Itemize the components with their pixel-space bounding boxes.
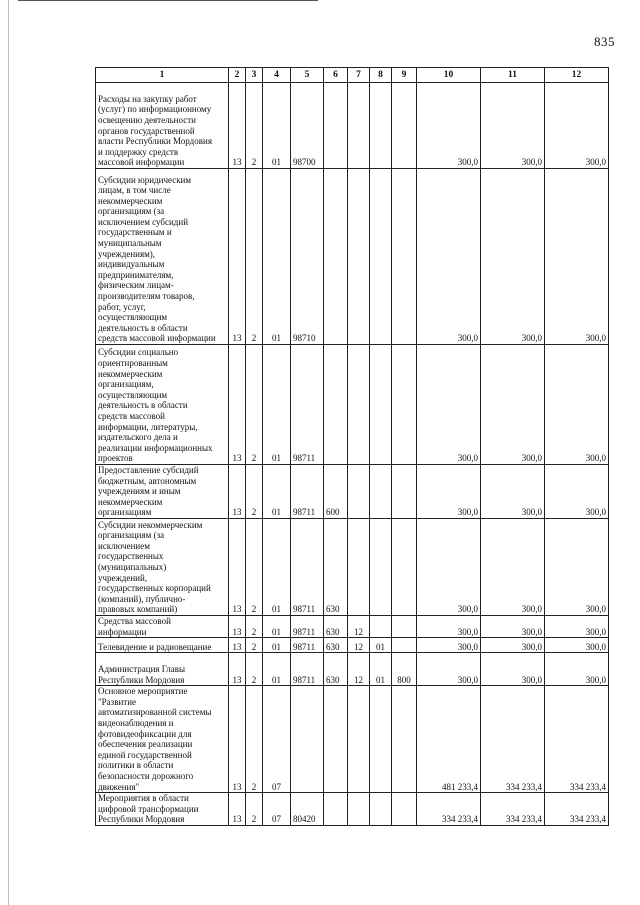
cell-col-11: 300,0 [481,518,545,615]
cell-col-11: 300,0 [481,615,545,637]
cell-col-8 [370,83,392,169]
cell-col-3: 2 [246,638,263,653]
cell-col-4: 01 [263,638,291,653]
row-name-cell: Субсидии некоммерческим организациям (за исключением государственных (муниципальных) учреждений, государственных корпораций (компаний), публично- правовых компаний) [96,518,229,615]
cell-col-12: 334 233,4 [545,686,609,793]
column-header: 4 [263,68,291,83]
column-header: 2 [229,68,246,83]
cell-col-10: 300,0 [417,83,481,169]
cell-col-7 [348,518,370,615]
cell-col-2: 13 [229,615,246,637]
cell-col-5: 80420 [291,793,324,826]
cell-col-12: 300,0 [545,83,609,169]
cell-col-2: 13 [229,345,246,465]
column-header: 7 [348,68,370,83]
cell-col-9 [392,465,417,519]
column-header: 5 [291,68,324,83]
cell-col-6: 630 [324,638,348,653]
scan-margin-line [8,0,9,905]
cell-col-2: 13 [229,83,246,169]
cell-col-12: 300,0 [545,169,609,345]
cell-col-9 [392,686,417,793]
cell-col-10: 300,0 [417,465,481,519]
cell-col-4: 01 [263,345,291,465]
cell-col-9 [392,169,417,345]
cell-col-3: 2 [246,169,263,345]
cell-col-10: 300,0 [417,638,481,653]
cell-col-10: 334 233,4 [417,793,481,826]
cell-col-10: 300,0 [417,653,481,686]
table-row [96,686,609,793]
cell-col-4: 07 [263,793,291,826]
cell-col-5: 98711 [291,345,324,465]
cell-col-6 [324,686,348,793]
cell-col-10: 300,0 [417,345,481,465]
cell-col-6 [324,345,348,465]
column-header: 6 [324,68,348,83]
cell-col-3: 2 [246,793,263,826]
row-name-cell: Субсидии социально ориентированным некоммерческим организациям, осуществляющим деятельность в области средств массовой информации, литературы, издательского дела и реализации информационных проектов [96,345,229,465]
cell-col-2: 13 [229,465,246,519]
cell-col-7: 12 [348,615,370,637]
cell-col-5: 98711 [291,518,324,615]
cell-col-5: 98711 [291,638,324,653]
cell-col-9 [392,518,417,615]
table-row [96,169,609,345]
row-name-cell: Средства массовой информации [96,615,229,637]
cell-col-12: 300,0 [545,465,609,519]
cell-col-3: 2 [246,518,263,615]
cell-col-11: 300,0 [481,345,545,465]
table-row [96,83,609,169]
cell-col-5: 98711 [291,615,324,637]
cell-col-4: 07 [263,686,291,793]
cell-col-7 [348,169,370,345]
table-row [96,345,609,465]
cell-col-8 [370,615,392,637]
row-name-cell: Телевидение и радиовещание [96,638,229,653]
cell-col-9 [392,793,417,826]
row-name-cell: Мероприятия в области цифровой трансформации Республики Мордовия [96,793,229,826]
cell-col-12: 300,0 [545,345,609,465]
cell-col-9: 800 [392,653,417,686]
cell-col-6 [324,169,348,345]
cell-col-9 [392,638,417,653]
cell-col-11: 300,0 [481,169,545,345]
column-header: 12 [545,68,609,83]
table-row [96,518,609,615]
cell-col-7: 12 [348,653,370,686]
cell-col-12: 300,0 [545,518,609,615]
cell-col-2: 13 [229,169,246,345]
cell-col-6 [324,793,348,826]
cell-col-7 [348,793,370,826]
cell-col-10: 300,0 [417,518,481,615]
cell-col-7: 12 [348,638,370,653]
table-row [96,653,609,686]
table-row [96,615,609,637]
cell-col-5: 98710 [291,169,324,345]
cell-col-9 [392,615,417,637]
cell-col-3: 2 [246,83,263,169]
cell-col-8 [370,345,392,465]
column-header: 8 [370,68,392,83]
cell-col-3: 2 [246,345,263,465]
row-name-cell: Основное мероприятие "Развитие автоматизированной системы видеонаблюдения и фотовидеофиксации для обеспечения реализации единой государственной политики в области безопасности дорожного движения" [96,686,229,793]
budget-table [95,67,609,826]
cell-col-10: 481 233,4 [417,686,481,793]
cell-col-8: 01 [370,638,392,653]
cell-col-5 [291,686,324,793]
table-row [96,793,609,826]
column-header: 1 [96,68,229,83]
cell-col-2: 13 [229,686,246,793]
cell-col-11: 300,0 [481,653,545,686]
cell-col-10: 300,0 [417,615,481,637]
cell-col-6 [324,83,348,169]
cell-col-11: 300,0 [481,465,545,519]
cell-col-8 [370,169,392,345]
cell-col-8 [370,518,392,615]
cell-col-2: 13 [229,793,246,826]
cell-col-12: 300,0 [545,653,609,686]
cell-col-9 [392,345,417,465]
cell-col-3: 2 [246,686,263,793]
cell-col-4: 01 [263,615,291,637]
cell-col-3: 2 [246,615,263,637]
column-header: 3 [246,68,263,83]
cell-col-8 [370,793,392,826]
cell-col-2: 13 [229,638,246,653]
cell-col-5: 98711 [291,465,324,519]
row-name-cell: Администрация Главы Республики Мордовия [96,653,229,686]
cell-col-12: 334 233,4 [545,793,609,826]
cell-col-12: 300,0 [545,615,609,637]
cell-col-8 [370,465,392,519]
cell-col-7 [348,686,370,793]
cell-col-2: 13 [229,653,246,686]
column-header: 10 [417,68,481,83]
table-row [96,638,609,653]
cell-col-8: 01 [370,653,392,686]
scan-edge-line [18,0,318,1]
cell-col-3: 2 [246,465,263,519]
cell-col-7 [348,345,370,465]
cell-col-4: 01 [263,169,291,345]
row-name-cell: Субсидии юридическим лицам, в том числе некоммерческим организациям (за исключением субсидий государственным и муниципальным учреждениям), индивидуальным предпринимателям, физическим лицам- производителям товаров, работ, услуг, осуществляющим деятельность в области средств массовой информации [96,169,229,345]
cell-col-4: 01 [263,653,291,686]
row-name-cell: Расходы на закупку работ (услуг) по информационному освещению деятельности органов государственной власти Республики Мордовия и поддержку средств массовой информации [96,83,229,169]
cell-col-9 [392,83,417,169]
cell-col-5: 98700 [291,83,324,169]
cell-col-10: 300,0 [417,169,481,345]
cell-col-12: 300,0 [545,638,609,653]
column-header: 11 [481,68,545,83]
column-header: 9 [392,68,417,83]
cell-col-11: 300,0 [481,83,545,169]
row-name-cell: Предоставление субсидий бюджетным, автономным учреждениям и иным некоммерческим организациям [96,465,229,519]
cell-col-8 [370,686,392,793]
cell-col-6: 630 [324,518,348,615]
cell-col-11: 334 233,4 [481,793,545,826]
cell-col-2: 13 [229,518,246,615]
cell-col-7 [348,465,370,519]
cell-col-6: 600 [324,465,348,519]
cell-col-7 [348,83,370,169]
table-row [96,465,609,519]
cell-col-4: 01 [263,465,291,519]
cell-col-4: 01 [263,518,291,615]
cell-col-6: 630 [324,653,348,686]
table-header-row [96,68,609,83]
cell-col-11: 300,0 [481,638,545,653]
cell-col-6: 630 [324,615,348,637]
cell-col-3: 2 [246,653,263,686]
cell-col-4: 01 [263,83,291,169]
cell-col-5: 98711 [291,653,324,686]
cell-col-11: 334 233,4 [481,686,545,793]
page-number: 835 [594,34,615,49]
